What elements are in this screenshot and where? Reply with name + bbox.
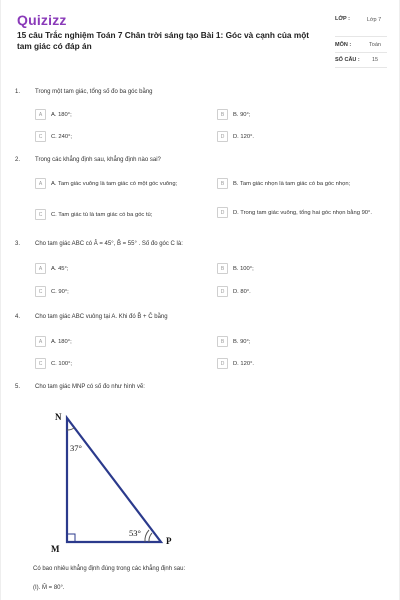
- question-text: Trong các khẳng định sau, khẳng định nào sai?: [35, 157, 161, 163]
- option-letter-box: C: [35, 209, 46, 220]
- question-text: Trong một tam giác, tổng số đo ba góc bằng: [35, 89, 153, 95]
- option-text: A. Tam giác vuông là tam giác có một góc vuông;: [51, 180, 178, 187]
- option-letter-box: B: [217, 336, 228, 347]
- option-text: B. 100°;: [233, 265, 254, 272]
- option-text: C. 100°;: [51, 360, 73, 367]
- option-text: D. 120°.: [233, 133, 255, 140]
- option-letter-box: B: [217, 263, 228, 274]
- option-text: C. Tam giác tù là tam giác có ba góc tù;: [51, 211, 153, 218]
- option-text: B. Tam giác nhọn là tam giác có ba góc nhọn;: [233, 180, 351, 187]
- subject-label: MÔN :: [335, 42, 352, 48]
- question-text: Cho tam giác ABC vuông tại A. Khi đó B̂ + Ĉ bằng: [35, 314, 168, 320]
- meta-divider: [335, 36, 387, 37]
- option-letter-box: C: [35, 358, 46, 369]
- angle-label-n: 37°: [70, 443, 82, 453]
- option-a[interactable]: [35, 336, 72, 347]
- subject-value: Toán: [369, 42, 381, 48]
- option-text: D. 80°.: [233, 288, 251, 295]
- option-d[interactable]: [217, 207, 387, 218]
- question-text: Cho tam giác ABC có Â = 45°, B̂ = 55° . Số đo góc C là:: [35, 241, 183, 247]
- option-a[interactable]: [35, 178, 195, 189]
- count-label: SỐ CÂU :: [335, 57, 360, 63]
- question-number: 1.: [15, 89, 21, 95]
- triangle-mnp: [67, 418, 161, 542]
- statement-i: (I). M̂ = 80°.: [33, 585, 65, 591]
- option-b[interactable]: [217, 178, 377, 189]
- vertex-label-m: M: [51, 544, 60, 554]
- option-letter-box: D: [217, 358, 228, 369]
- question-prompt: Có bao nhiêu khẳng định đúng trong các khẳng định sau:: [33, 566, 186, 572]
- option-letter-box: A: [35, 263, 46, 274]
- question-number: 2.: [15, 157, 21, 163]
- option-b[interactable]: [217, 263, 254, 274]
- option-letter-box: C: [35, 131, 46, 142]
- option-text: D. Trong tam giác vuông, tổng hai góc nhọn bằng 90°.: [233, 209, 372, 216]
- option-letter-box: B: [217, 109, 228, 120]
- angle-label-p: 53°: [129, 528, 141, 538]
- option-letter-box: C: [35, 286, 46, 297]
- option-letter-box: D: [217, 207, 228, 218]
- class-value: Lớp 7: [366, 17, 382, 23]
- count-value: 15: [371, 57, 379, 63]
- angle-arc-p: [149, 533, 152, 542]
- meta-divider: [335, 67, 387, 68]
- option-d[interactable]: [217, 358, 254, 369]
- class-label: LỚP :: [335, 16, 350, 22]
- meta-divider: [335, 52, 387, 53]
- vertex-label-p: P: [166, 536, 172, 546]
- option-c[interactable]: [35, 131, 72, 142]
- option-c[interactable]: [35, 209, 205, 220]
- question-number: 4.: [15, 314, 21, 320]
- option-letter-box: A: [35, 336, 46, 347]
- option-d[interactable]: [217, 131, 254, 142]
- option-c[interactable]: [35, 286, 69, 297]
- option-text: B. 90°;: [233, 111, 251, 118]
- option-text: C. 90°;: [51, 288, 69, 295]
- quizizz-logo: Quizizz: [17, 12, 67, 28]
- option-letter-box: A: [35, 109, 46, 120]
- option-text: D. 120°.: [233, 360, 255, 367]
- option-text: A. 180°;: [51, 111, 72, 118]
- option-text: B. 90°;: [233, 338, 251, 345]
- triangle-mnp-figure: [45, 406, 185, 556]
- question-text: Cho tam giác MNP có số đo như hình vẽ:: [35, 384, 145, 390]
- question-number: 5.: [15, 384, 21, 390]
- option-d[interactable]: [217, 286, 251, 297]
- option-text: A. 45°;: [51, 265, 69, 272]
- right-angle-marker: [67, 534, 75, 542]
- option-b[interactable]: [217, 336, 250, 347]
- option-a[interactable]: [35, 263, 68, 274]
- option-text: A. 180°;: [51, 338, 72, 345]
- vertex-label-n: N: [55, 412, 62, 422]
- option-b[interactable]: [217, 109, 250, 120]
- option-text: C. 240°;: [51, 133, 73, 140]
- option-c[interactable]: [35, 358, 72, 369]
- page-title: 15 câu Trắc nghiệm Toán 7 Chân trời sáng tạo Bài 1: Góc và cạnh của một tam giác có đáp án: [17, 30, 310, 51]
- option-letter-box: B: [217, 178, 228, 189]
- question-number: 3.: [15, 241, 21, 247]
- option-letter-box: D: [217, 131, 228, 142]
- angle-arc-p-outer: [145, 530, 149, 542]
- option-a[interactable]: [35, 109, 72, 120]
- option-letter-box: A: [35, 178, 46, 189]
- option-letter-box: D: [217, 286, 228, 297]
